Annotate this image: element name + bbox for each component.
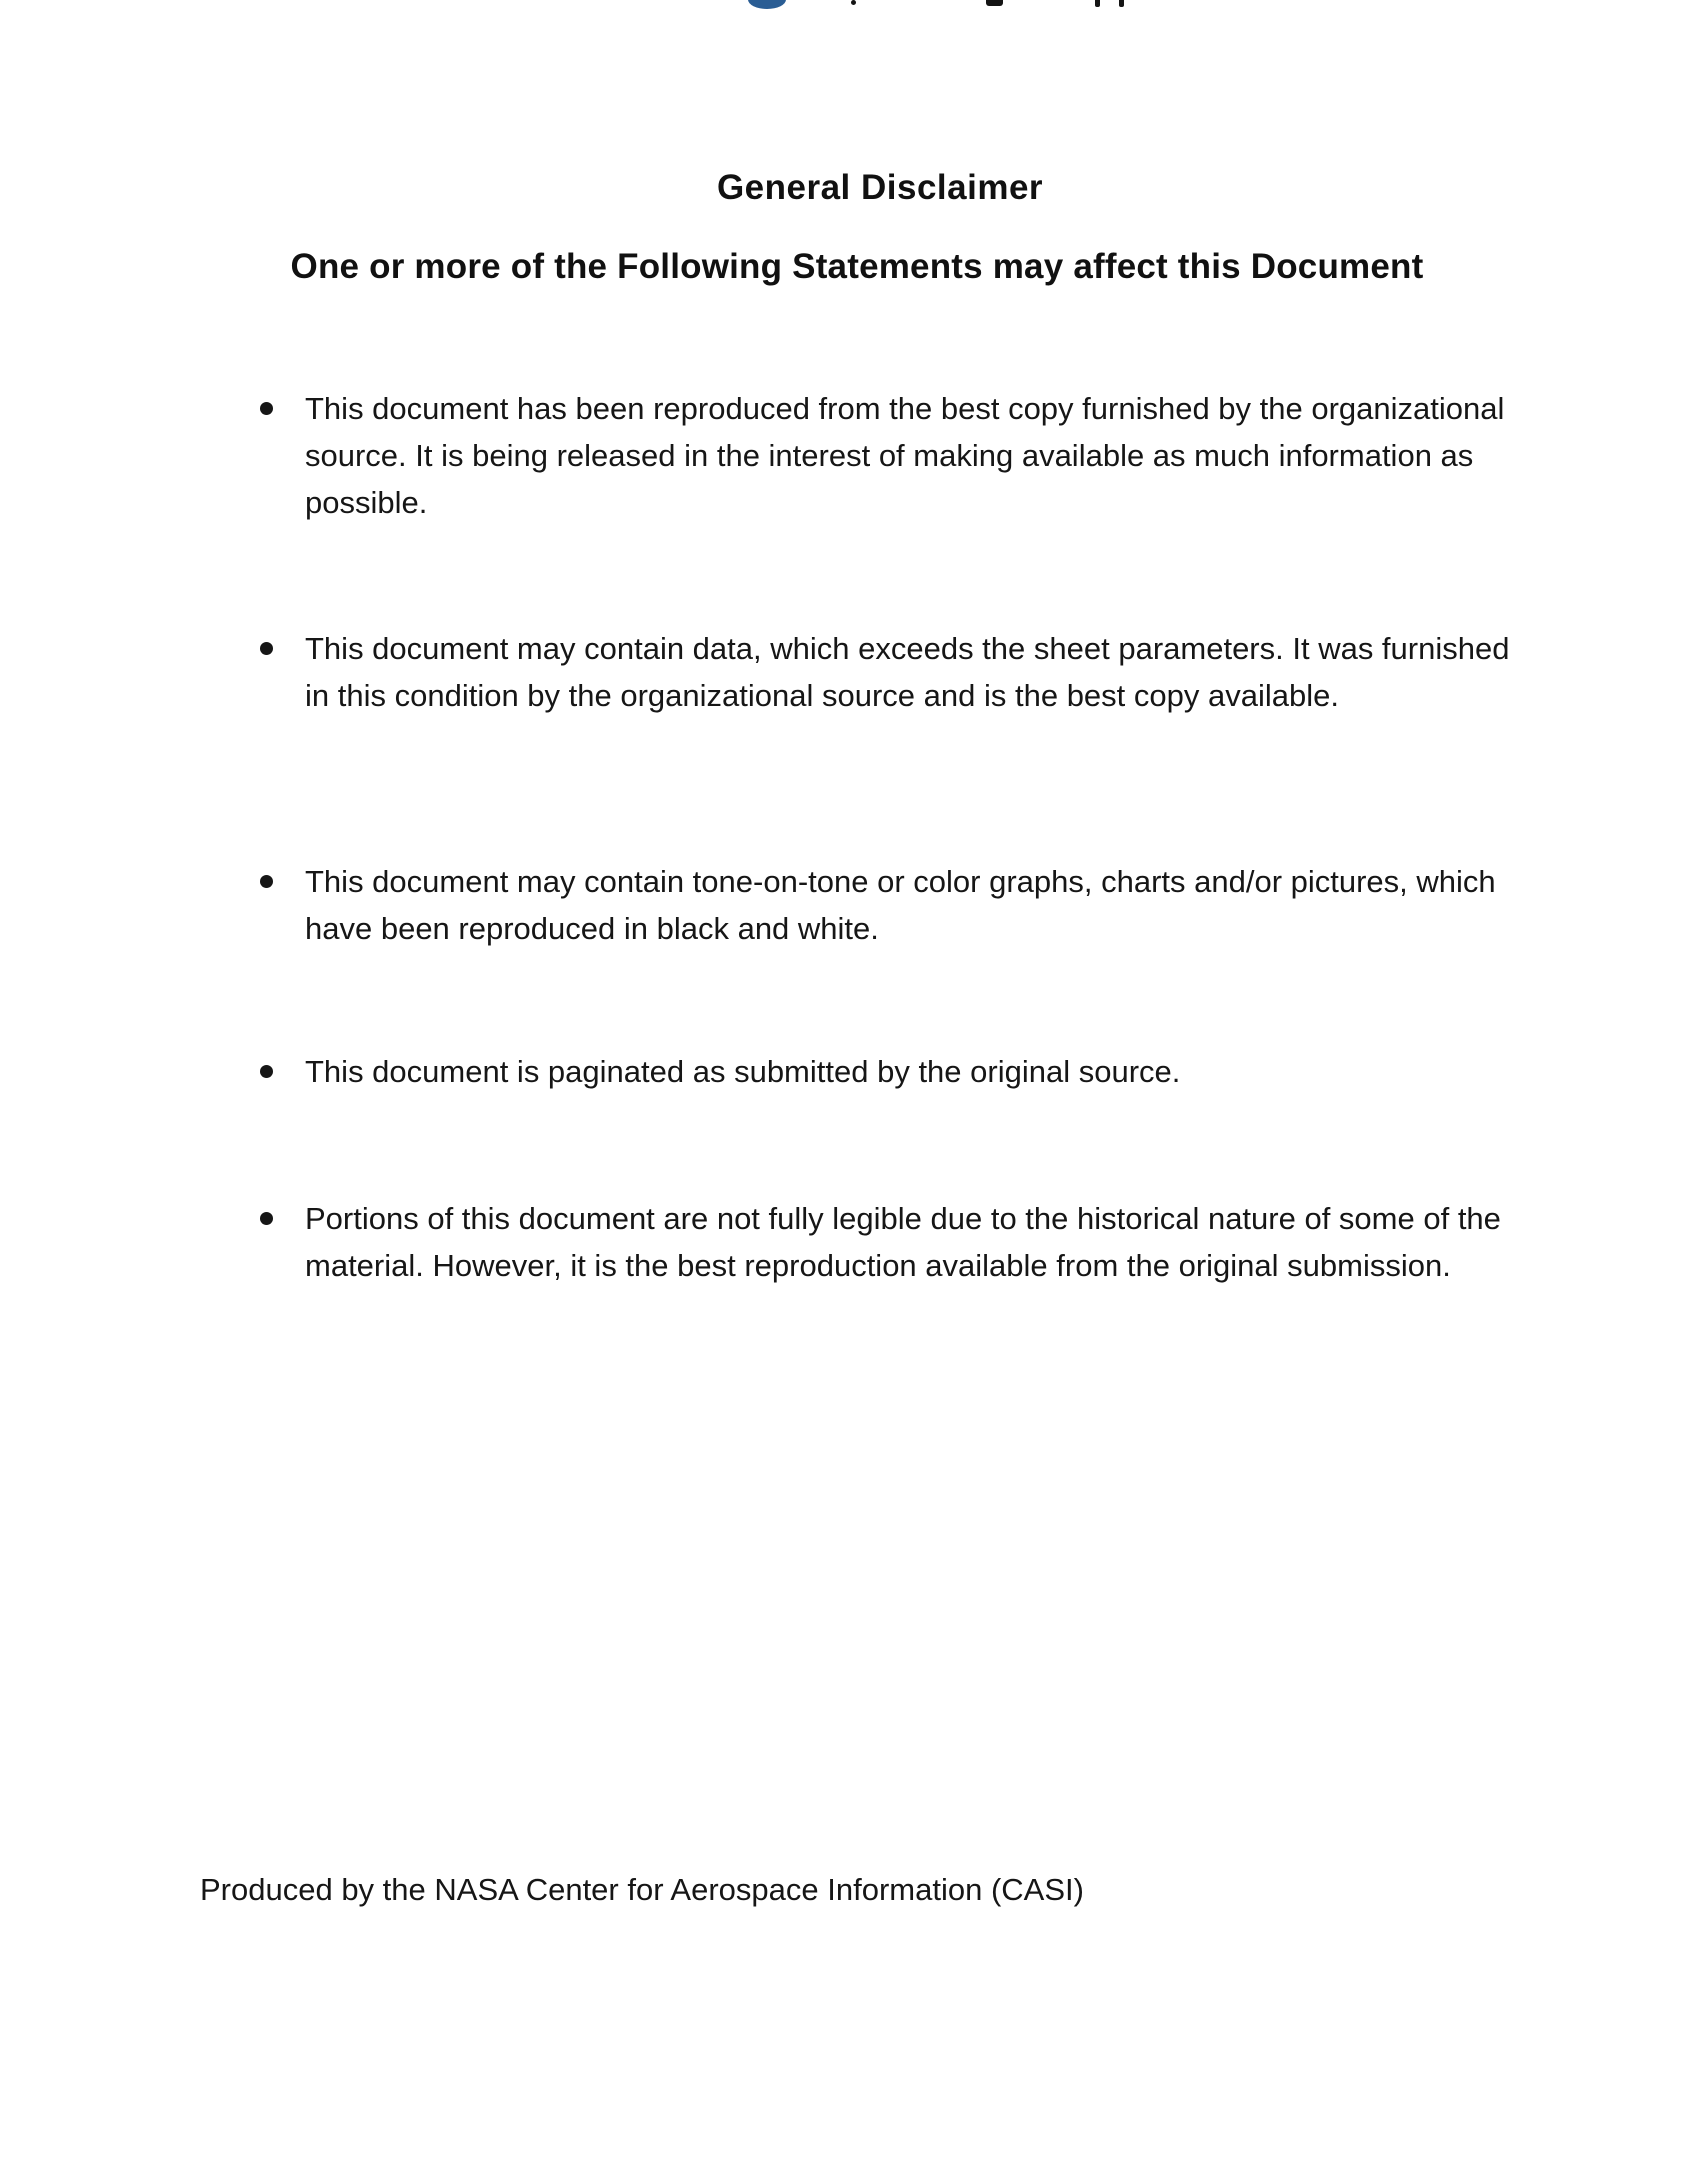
bullet-statement-3: This document may contain tone-on-tone or color graphs, charts and/or pictures, which have been reproduced in black and white. (305, 864, 1496, 946)
page-title: General Disclaimer (716, 168, 1044, 207)
bullet-statement-4: This document is paginated as submitted by the original source. (305, 1054, 1181, 1089)
bullet-icon (260, 1065, 273, 1078)
bullet-icon (260, 1212, 273, 1225)
producer-credit-line: Produced by the NASA Center for Aerospace Information (CASI) (200, 1872, 1084, 1907)
list-item (256, 858, 1526, 952)
cutoff-text-fragment-icon (851, 0, 856, 5)
bullet-icon (260, 875, 273, 888)
list-item (256, 1048, 1526, 1095)
cutoff-blue-text-fragment-icon (748, 0, 786, 9)
list-item (256, 385, 1526, 526)
page-subtitle: One or more of the Following Statements may affect this Document (290, 247, 1424, 286)
bullet-icon (260, 402, 273, 415)
cutoff-text-fragment-icon (1095, 0, 1100, 7)
bullet-statement-1: This document has been reproduced from the best copy furnished by the organizational source. It is being released in the interest of making available as much information as possible. (305, 391, 1505, 520)
bullet-icon (260, 642, 273, 655)
cutoff-text-fragment-icon (1119, 0, 1124, 7)
list-item (256, 625, 1526, 719)
list-item (256, 1195, 1526, 1289)
bullet-statement-5: Portions of this document are not fully legible due to the historical nature of some of the material. However, it is the best reproduction available from the original submission. (305, 1201, 1501, 1283)
cutoff-text-fragment-icon (986, 0, 1003, 6)
bullet-statement-2: This document may contain data, which exceeds the sheet parameters. It was furnished in this condition by the organizational source and is the best copy available. (305, 631, 1510, 713)
